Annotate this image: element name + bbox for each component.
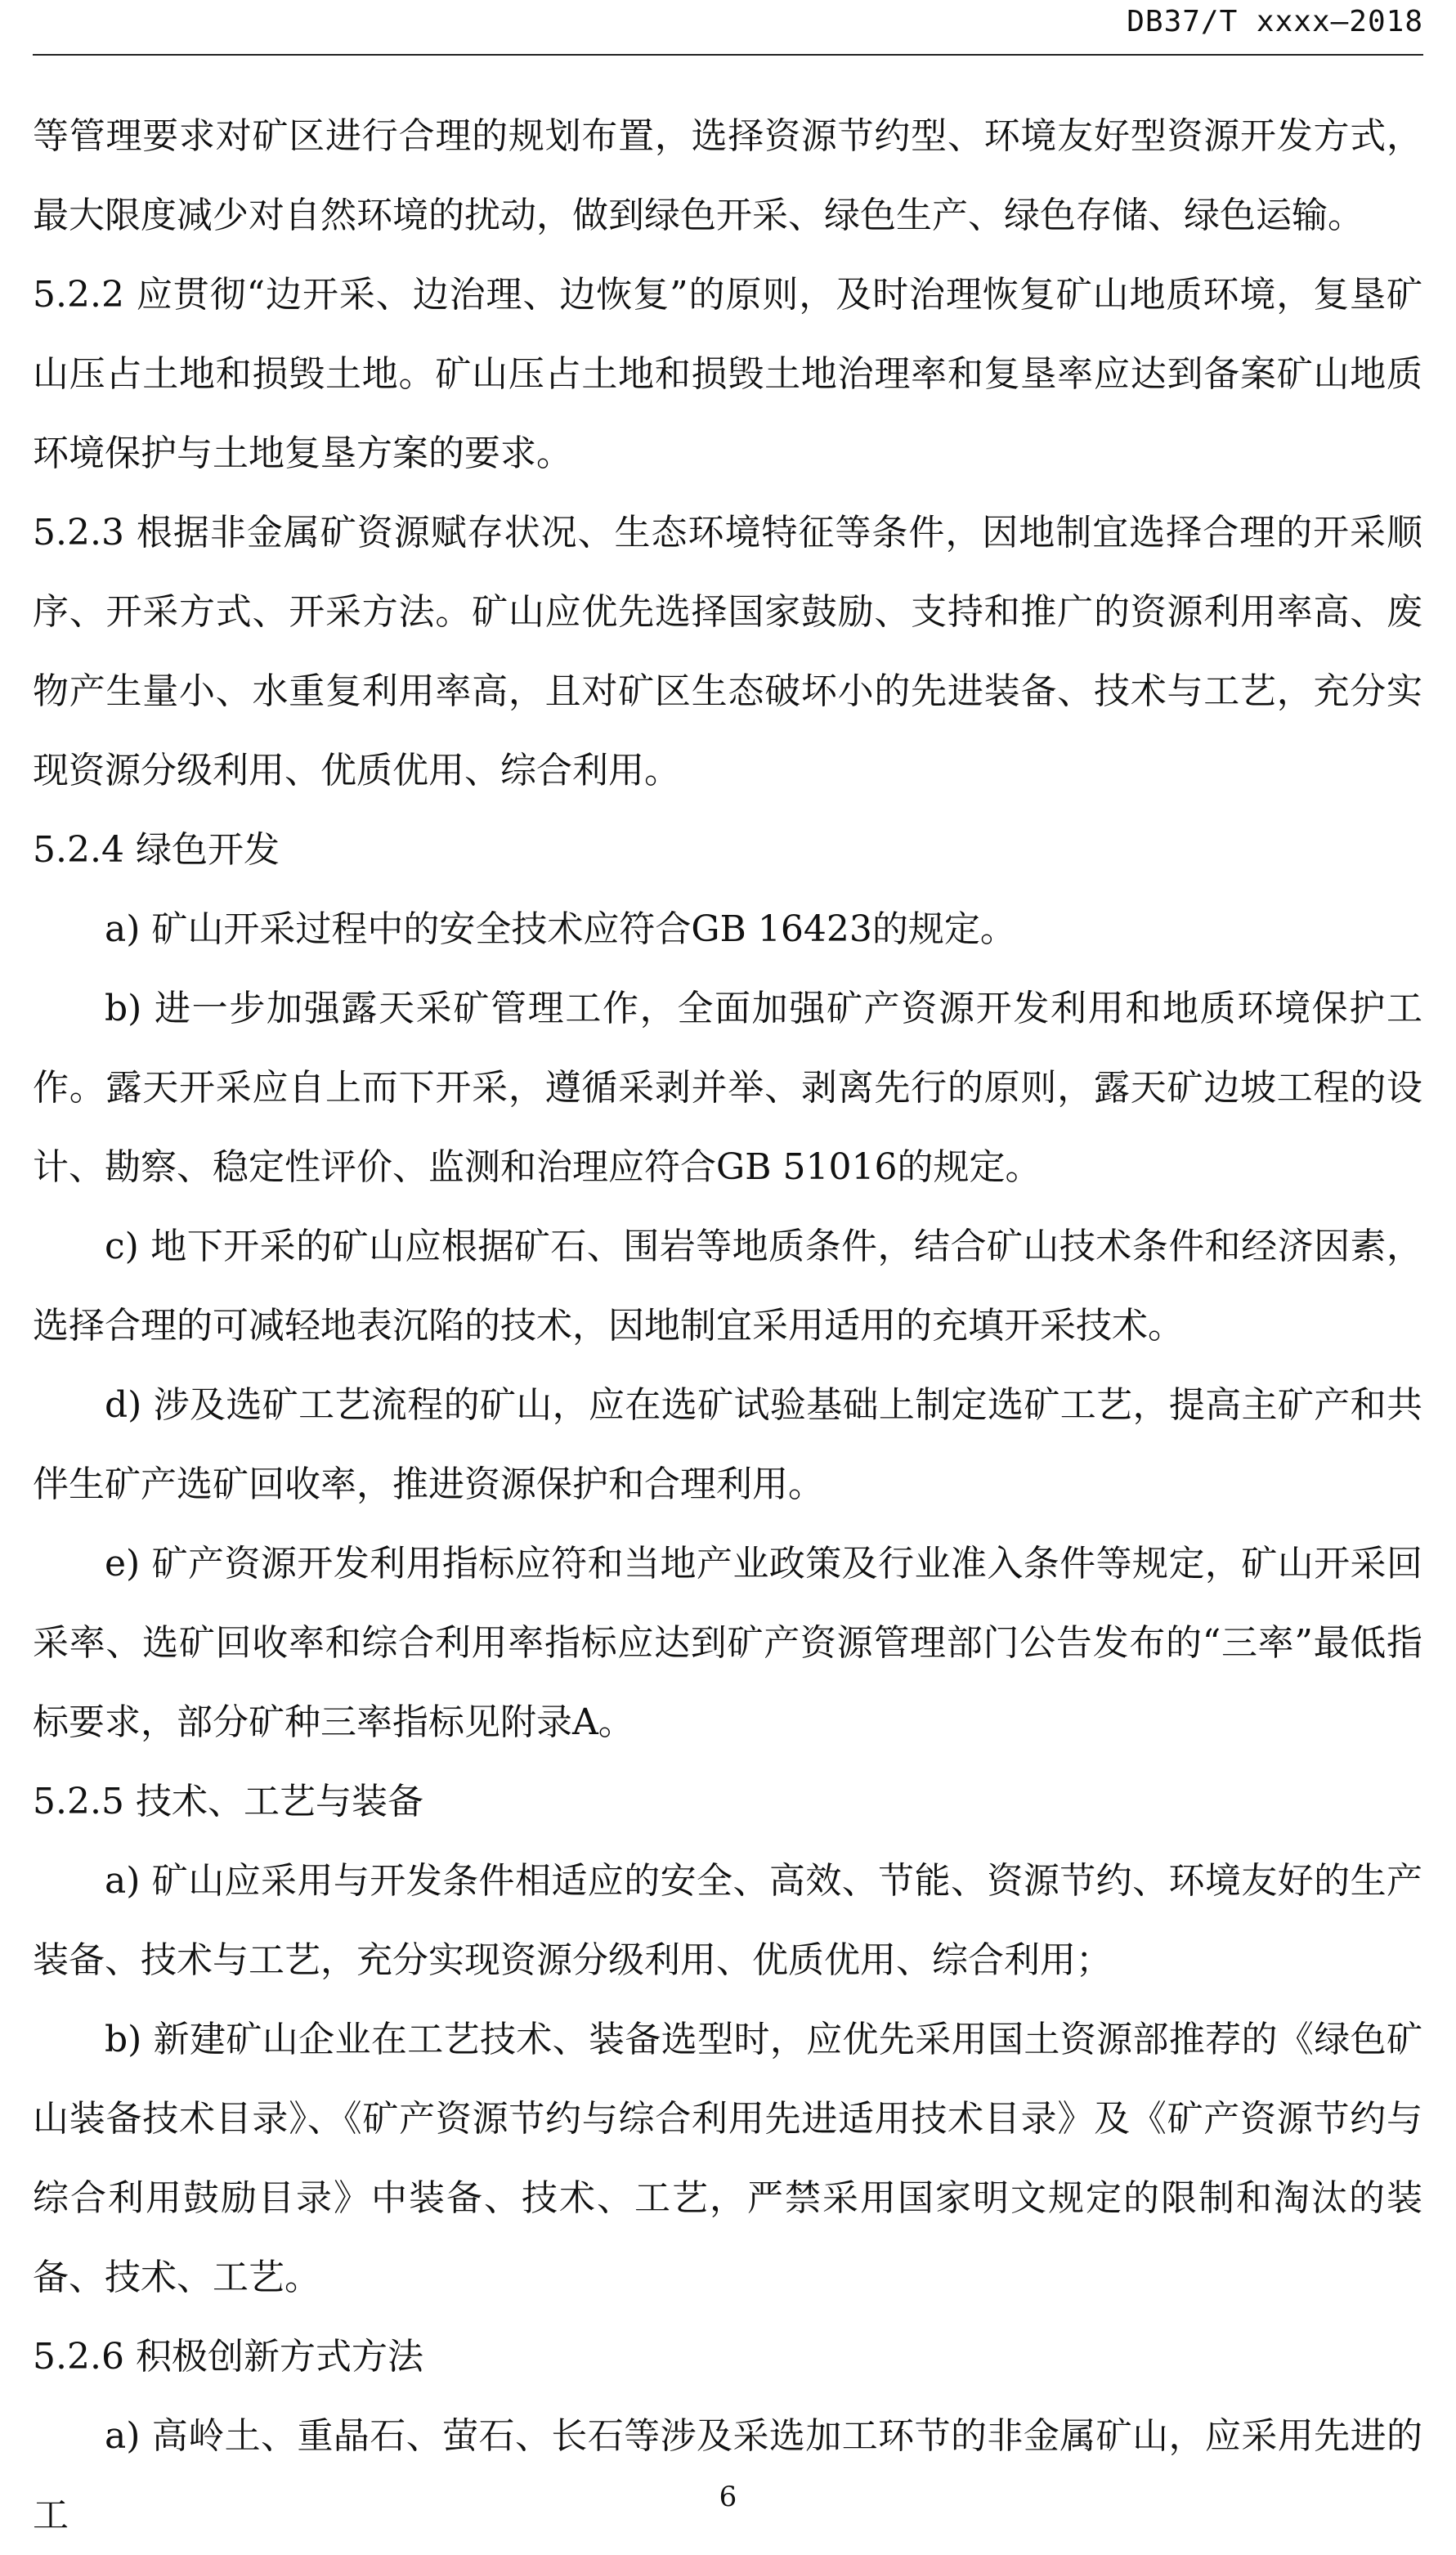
- clause-5-2-6-heading: 5.2.6 积极创新方式方法: [33, 2336, 423, 2378]
- clause-5-2-2: 5.2.2 应贯彻“边开采、边治理、边恢复”的原则，及时治理恢复矿山地质环境，复垦矿山压占土地和损毁土地。矿山压占土地和损毁土地治理率和复垦率应达到备案矿山地质环境保护与土地复垦方案的要求。: [33, 274, 1422, 474]
- document-body: [33, 96, 1422, 2555]
- clause-5-2-4-item-e: e) 矿产资源开发利用指标应符和当地产业政策及行业准入条件等规定，矿山开采回采率、选矿回收率和综合利用率指标应达到矿产资源管理部门公告发布的“三率”最低指标要求，部分矿种三率指标见附录A。: [33, 1543, 1422, 1743]
- clause-5-2-6-item-a: a) 高岭土、重晶石、萤石、长石等涉及采选加工环节的非金属矿山，应采用先进的工: [33, 2415, 1422, 2536]
- clause-5-2-3: 5.2.3 根据非金属矿资源赋存状况、生态环境特征等条件，因地制宜选择合理的开采顺序、开采方式、开采方法。矿山应优先选择国家鼓励、支持和推广的资源利用率高、废物产生量小、水重复利用率高，且对矿区生态破坏小的先进装备、技术与工艺，充分实现资源分级利用、优质优用、综合利用。: [33, 512, 1422, 791]
- clause-5-2-4-heading: 5.2.4 绿色开发: [33, 829, 280, 871]
- header-divider: [33, 54, 1423, 56]
- page-number: 6: [719, 2481, 737, 2513]
- clause-5-2-4-item-b: b) 进一步加强露天采矿管理工作，全面加强矿产资源开发利用和地质环境保护工作。露天开采应自上而下开采，遵循采剥并举、剥离先行的原则，露天矿边坡工程的设计、勘察、稳定性评价、监测和治理应符合GB 51016的规定。: [33, 988, 1422, 1188]
- clause-5-2-4-item-d: d) 涉及选矿工艺流程的矿山，应在选矿试验基础上制定选矿工艺，提高主矿产和共伴生矿产选矿回收率，推进资源保护和合理利用。: [33, 1384, 1422, 1505]
- document-code: DB37/T xxxx—2018: [1127, 5, 1423, 38]
- clause-5-2-5-item-a: a) 矿山应采用与开发条件相适应的安全、高效、节能、资源节约、环境友好的生产装备、技术与工艺，充分实现资源分级利用、优质优用、综合利用；: [33, 1860, 1422, 1981]
- clause-5-2-5-item-b: b) 新建矿山企业在工艺技术、装备选型时，应优先采用国土资源部推荐的《绿色矿山装备技术目录》、《矿产资源节约与综合利用先进适用技术目录》及《矿产资源节约与综合利用鼓励目录》中装备、技术、工艺，严禁采用国家明文规定的限制和淘汰的装备、技术、工艺。: [33, 2019, 1422, 2298]
- paragraph-continuation: 等管理要求对矿区进行合理的规划布置，选择资源节约型、环境友好型资源开发方式，最大限度减少对自然环境的扰动，做到绿色开采、绿色生产、绿色存储、绿色运输。: [33, 115, 1422, 236]
- clause-5-2-4-item-a: a) 矿山开采过程中的安全技术应符合GB 16423的规定。: [105, 908, 1016, 950]
- clause-5-2-5-heading: 5.2.5 技术、工艺与装备: [33, 1781, 423, 1822]
- clause-5-2-4-item-c: c) 地下开采的矿山应根据矿石、围岩等地质条件，结合矿山技术条件和经济因素，选择合理的可减轻地表沉陷的技术，因地制宜采用适用的充填开采技术。: [33, 1226, 1422, 1347]
